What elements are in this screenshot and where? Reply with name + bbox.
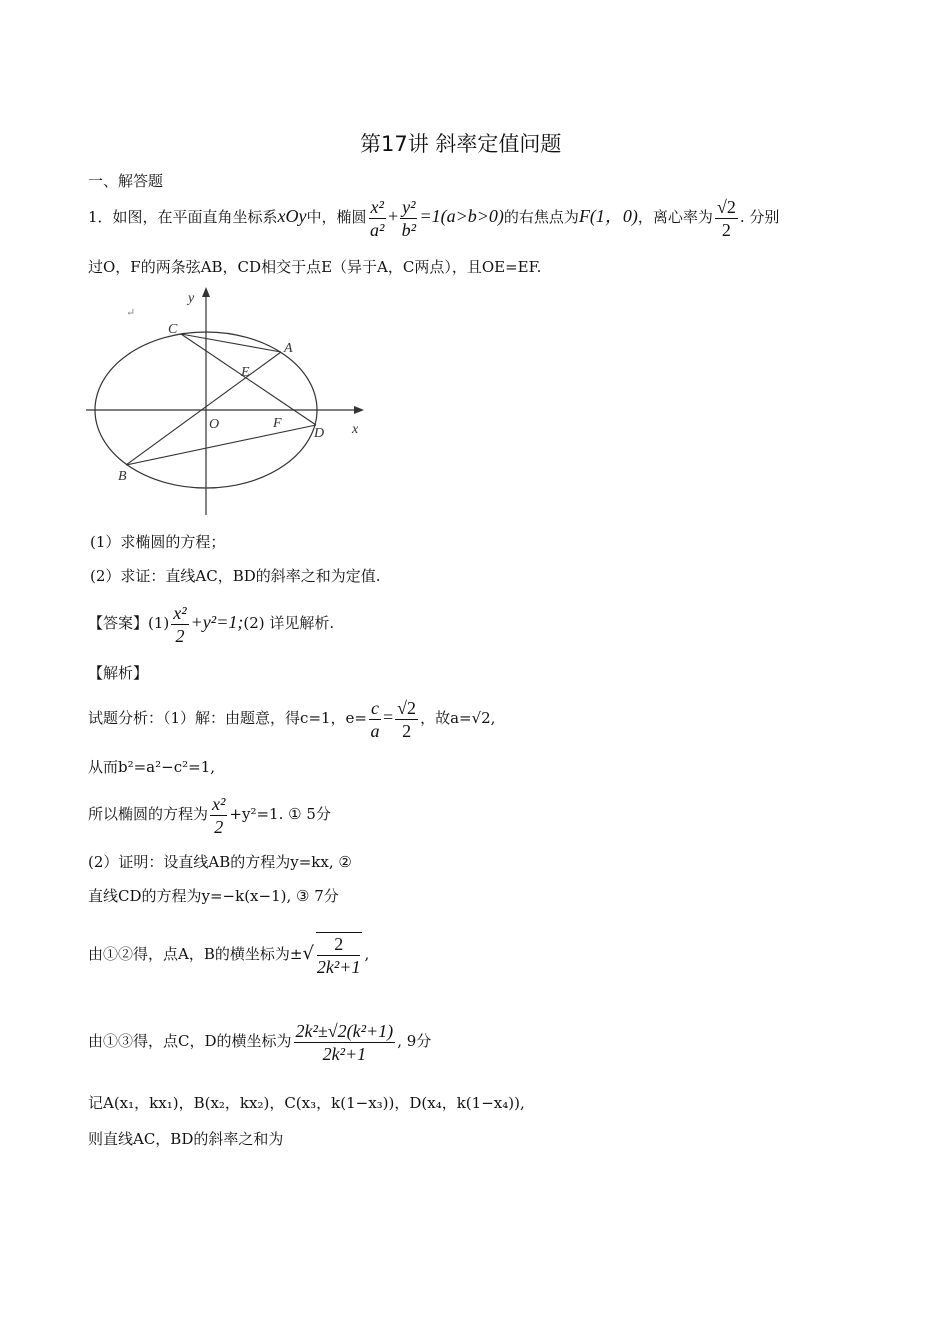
fraction-x2-a2: $\frac{\text{x²}}{\text{a²}}$ — [370, 196, 385, 240]
subquestion-2: (2）求证：直线AC，BD的斜率之和为定值. — [90, 567, 381, 585]
page-title: 第17讲 斜率定值问题 — [360, 132, 562, 156]
ellipse-condition: =1(a>b>0) — [419, 206, 504, 226]
cd-abscissa-fraction: $\frac{\text{2k²±√2(k²+1)}}{\text{2k²+1}}$ — [295, 1020, 394, 1064]
step-3: 所以椭圆的方程为 $\frac{\text{x²}}{2}$ +y²=1. ① 5分 — [88, 793, 331, 837]
ab-abscissa-fraction: $\frac{2}{\text{2k²+1}}$ — [316, 934, 361, 977]
eccentricity-fraction: $\frac{√2}{2}$ — [716, 196, 736, 240]
answer-tag: 【答案】 — [88, 614, 149, 632]
step-4: (2）证明：设直线AB的方程为y=kx, ② — [88, 853, 352, 871]
section-heading: 一、解答题 — [88, 172, 164, 190]
fraction-root2-2: $\frac{√2}{2}$ — [397, 697, 417, 741]
subquestion-1: (1）求椭圆的方程； — [90, 533, 226, 551]
question-1-line-2: 过O，F的两条弦AB，CD相交于点E（异于A，C两点），且OE=EF. — [88, 258, 542, 276]
answer-fraction: $\frac{\text{x²}}{2}$ — [173, 602, 187, 646]
label-b: B — [118, 469, 127, 484]
fraction-y2-b2: $\frac{\text{y²}}{\text{b²}}$ — [401, 196, 416, 240]
chord-ab — [126, 352, 281, 465]
analysis-tag: 【解析】 — [88, 664, 149, 682]
step-1: 试题分析：（1）解：由题意，得c=1，e= $\frac{c}{a}$ = $\frac{√2}{2}$ ，故a=√2, — [88, 697, 496, 741]
return-mark: ↵ — [126, 306, 136, 319]
label-y: y — [188, 291, 195, 306]
ellipse-equation-fraction: $\frac{\text{x²}}{2}$ — [212, 793, 226, 837]
label-x: x — [352, 422, 359, 437]
label-c: C — [168, 322, 178, 337]
focus-point: F(1，0) — [578, 206, 638, 226]
label-e: E — [241, 365, 250, 380]
ellipse-figure — [80, 283, 380, 523]
label-d: D — [314, 426, 325, 441]
question-1-line-1: 1．如图，在平面直角坐标系xOy中，椭圆 $\frac{\text{x²}}{\text{a²}}$ + $\frac{\text{y²}}{\text{b²}}$ =1(a>b>0)的右焦点为F(1，0)，离心率为 $\frac{√2}{2}$ . 分别 — [88, 196, 780, 240]
step-8: 记A(x₁，kx₁)，B(x₂，kx₂)，C(x₃，k(1−x₃))，D(x₄，k(1−x₄)), — [88, 1094, 525, 1112]
step-7: 由①③得，点C，D的横坐标为 $\frac{\text{2k²±√2(k²+1)}}{\text{2k²+1}}$ , 9分 — [88, 1020, 432, 1064]
fraction-c-a: $\frac{c}{a}$ — [370, 697, 380, 741]
step-5: 直线CD的方程为y=−k(x−1), ③ 7分 — [88, 887, 339, 905]
answer-line: 【答案】(1) $\frac{\text{x²}}{2}$ +y²=1;(2) 详见解析. — [88, 602, 335, 646]
step-2: 从而b²=a²−c²=1, — [88, 758, 216, 776]
label-a: A — [284, 341, 293, 356]
step-9: 则直线AC，BD的斜率之和为 — [88, 1130, 284, 1148]
coordinate-system-name: xOy — [277, 206, 307, 226]
x-axis-arrow — [354, 406, 364, 414]
step-6: 由①②得，点A，B的横坐标为±√ $\frac{2}{\text{2k²+1}}$ , — [88, 934, 370, 977]
line-ac — [181, 334, 281, 352]
line-bd — [126, 425, 316, 465]
label-o: O — [209, 417, 220, 432]
y-axis-arrow — [202, 287, 210, 297]
label-f: F — [273, 416, 282, 431]
